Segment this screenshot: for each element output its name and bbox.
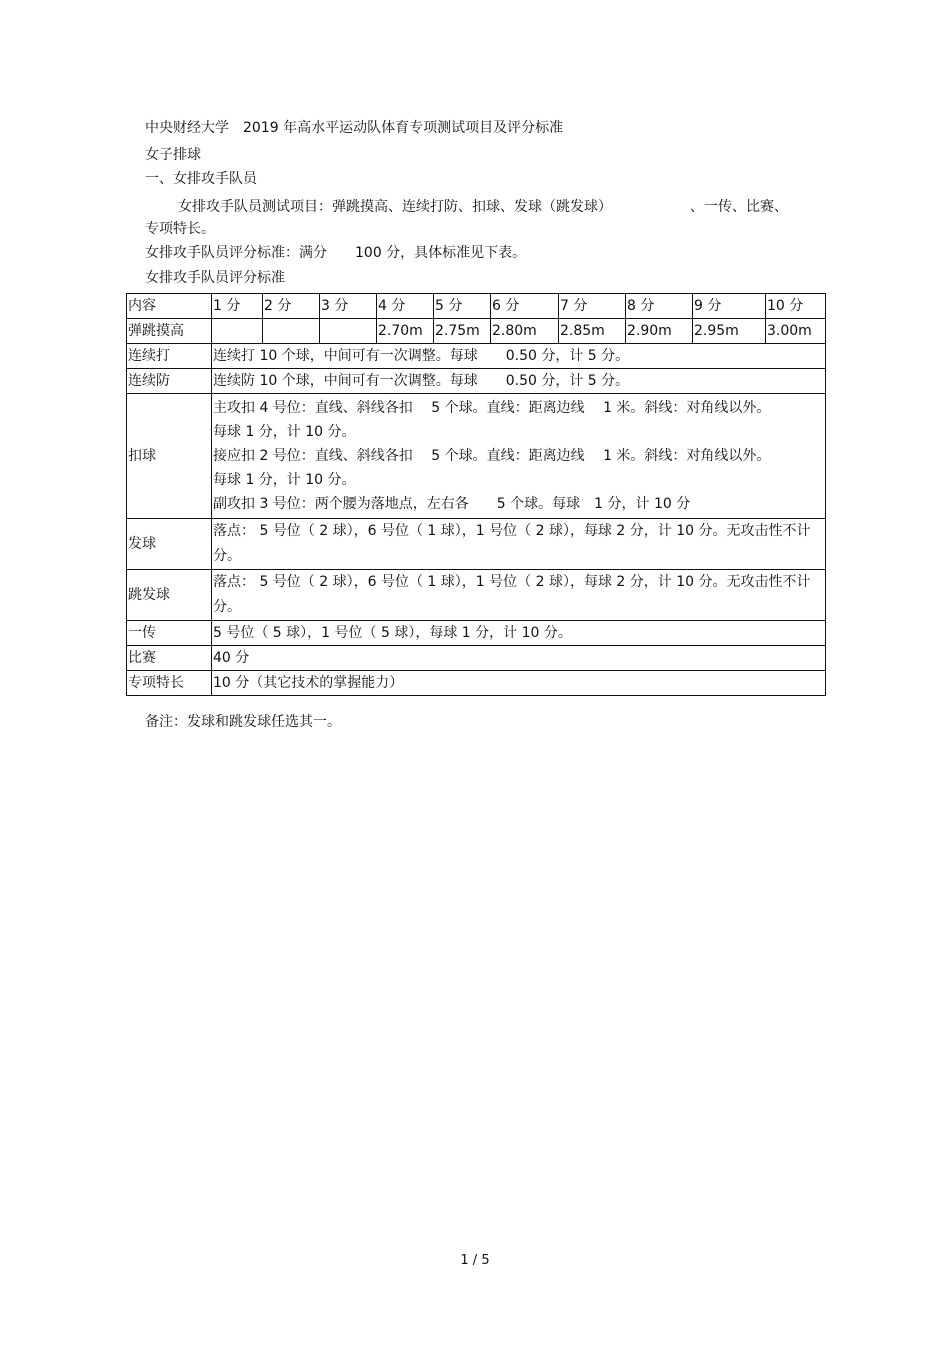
spike-line: 接应扣 2 号位：直线、斜线各扣 5 个球。直线：距离边线 1 米。斜线：对角线以外。 (213, 448, 771, 464)
table-row (127, 344, 826, 369)
score-cell: 2.80m (491, 319, 559, 344)
footnote: 备注：发球和跳发球任选其一。 (145, 714, 341, 730)
header-cell: 6 分 (491, 294, 559, 319)
spike-line: 副攻扣 3 号位：两个腰为落地点，左右各 5 个球。每球 1 分，计 10 分 (213, 496, 691, 512)
row-description (212, 394, 826, 519)
row-description: 连续防 10 个球，中间可有一次调整。每球 0.50 分，计 5 分。 (212, 369, 826, 394)
test-items-text-continued: 、一传、比赛、 (690, 199, 788, 215)
score-cell (263, 319, 320, 344)
row-label: 专项特长 (127, 671, 212, 696)
table-row (127, 646, 826, 671)
row-label: 扣球 (127, 394, 212, 519)
row-label: 比赛 (127, 646, 212, 671)
table-title: 女排攻手队员评分标准 (145, 270, 285, 286)
row-label: 弹跳摸高 (127, 319, 212, 344)
row-description: 落点： 5 号位（ 2 球），6 号位（ 1 球），1 号位（ 2 球），每球 2 分，计 10 分。无攻击性不计分。 (212, 570, 826, 621)
spike-line: 每球 1 分，计 10 分。 (213, 472, 356, 488)
row-description: 落点： 5 号位（ 2 球），6 号位（ 1 球），1 号位（ 2 球），每球 2 分，计 10 分。无攻击性不计分。 (212, 519, 826, 570)
header-cell: 9 分 (693, 294, 766, 319)
row-label: 连续防 (127, 369, 212, 394)
row-label: 连续打 (127, 344, 212, 369)
score-cell: 2.75m (434, 319, 491, 344)
header-cell: 3 分 (320, 294, 377, 319)
section-heading: 女子排球 (145, 147, 201, 163)
header-cell: 10 分 (766, 294, 826, 319)
header-cell: 5 分 (434, 294, 491, 319)
row-label: 发球 (127, 519, 212, 570)
header-cell: 7 分 (559, 294, 626, 319)
table-header-row (127, 294, 826, 319)
page-number: 1 / 5 (460, 1253, 490, 1268)
test-items-text-end: 专项特长。 (145, 221, 215, 237)
table-row (127, 519, 826, 570)
header-cell: 8 分 (626, 294, 693, 319)
table-row (127, 570, 826, 621)
header-cell: 内容 (127, 294, 212, 319)
header-cell: 1 分 (212, 294, 263, 319)
row-description: 40 分 (212, 646, 826, 671)
row-label: 一传 (127, 621, 212, 646)
score-cell: 3.00m (766, 319, 826, 344)
score-cell (212, 319, 263, 344)
scoring-table (126, 293, 826, 696)
row-description: 10 分（其它技术的掌握能力） (212, 671, 826, 696)
row-label: 跳发球 (127, 570, 212, 621)
score-cell: 2.95m (693, 319, 766, 344)
header-cell: 2 分 (263, 294, 320, 319)
table-row (127, 394, 826, 519)
spike-line: 主攻扣 4 号位：直线、斜线各扣 5 个球。直线：距离边线 1 米。斜线：对角线以外。 (213, 400, 771, 416)
table-row (127, 369, 826, 394)
score-cell: 2.70m (377, 319, 434, 344)
table-row (127, 319, 826, 344)
spike-line: 每球 1 分，计 10 分。 (213, 424, 356, 440)
score-cell: 2.90m (626, 319, 693, 344)
test-items-text: 女排攻手队员测试项目：弹跳摸高、连续打防、扣球、发球（跳发球） (178, 199, 612, 215)
document-title: 中央财经大学 2019 年高水平运动队体育专项测试项目及评分标准 (145, 120, 564, 136)
table-row (127, 671, 826, 696)
table-row (127, 621, 826, 646)
score-cell (320, 319, 377, 344)
row-description: 5 号位（ 5 球），1 号位（ 5 球），每球 1 分，计 10 分。 (212, 621, 826, 646)
subsection-heading: 一、女排攻手队员 (145, 171, 257, 187)
row-description: 连续打 10 个球，中间可有一次调整。每球 0.50 分，计 5 分。 (212, 344, 826, 369)
header-cell: 4 分 (377, 294, 434, 319)
score-cell: 2.85m (559, 319, 626, 344)
scoring-standard-text: 女排攻手队员评分标准：满分 100 分，具体标准见下表。 (145, 245, 527, 261)
